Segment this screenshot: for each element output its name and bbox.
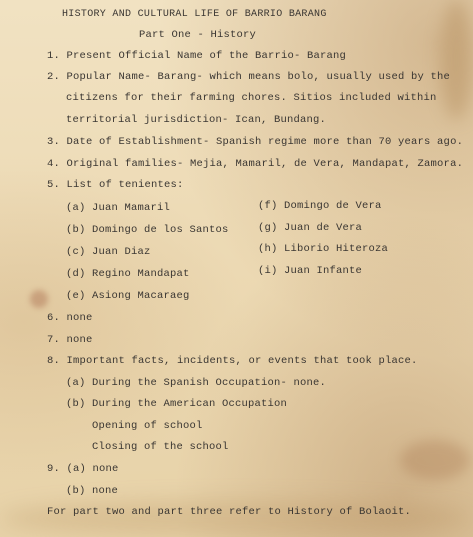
document-title: HISTORY AND CULTURAL LIFE OF BARRIO BARANG — [62, 9, 327, 20]
footer-note: For part two and part three refer to History of Bolaoit. — [47, 506, 412, 518]
item-8b: (b) During the American Occupation — [66, 398, 288, 410]
paper-stain — [30, 290, 48, 308]
teniente-item: (b) Domingo de los Santos — [66, 224, 229, 236]
item-5: 5. List of tenientes: — [47, 179, 184, 191]
teniente-item: (c) Juan Diaz — [66, 246, 151, 258]
item-9b: (b) none — [66, 485, 119, 497]
teniente-item: (d) Regino Mandapat — [66, 268, 190, 280]
item-6: 6. none — [47, 312, 93, 324]
item-8b-opening: Opening of school — [92, 420, 203, 432]
item-9a: 9. (a) none — [47, 463, 119, 475]
item-1: 1. Present Official Name of the Barrio- Barang — [47, 50, 347, 62]
item-2-line-1: 2. Popular Name- Barang- which means bolo, usually used by the — [47, 71, 451, 83]
teniente-item: (i) Juan Infante — [258, 265, 363, 277]
item-4: 4. Original families- Mejia, Mamaril, de Vera, Mandapat, Zamora. — [47, 158, 464, 170]
item-2-line-3: territorial jurisdiction- Ican, Bundang. — [66, 114, 327, 126]
item-8b-closing: Closing of the school — [92, 441, 229, 453]
item-7: 7. none — [47, 334, 93, 346]
item-2-line-2: citizens for their farming chores. Sitios included within — [66, 92, 437, 104]
item-8a: (a) During the Spanish Occupation- none. — [66, 377, 327, 389]
item-8: 8. Important facts, incidents, or events that took place. — [47, 355, 418, 367]
teniente-item: (a) Juan Mamaril — [66, 202, 171, 214]
paper-stain — [440, 0, 473, 120]
teniente-item: (h) Liborio Hiteroza — [258, 243, 389, 255]
document-subtitle: Part One - History — [139, 29, 257, 41]
teniente-item: (f) Domingo de Vera — [258, 200, 382, 212]
teniente-item: (e) Asiong Macaraeg — [66, 290, 190, 302]
teniente-item: (g) Juan de Vera — [258, 222, 363, 234]
paper-stain — [400, 440, 470, 480]
item-3: 3. Date of Establishment- Spanish regime more than 70 years ago. — [47, 136, 464, 148]
